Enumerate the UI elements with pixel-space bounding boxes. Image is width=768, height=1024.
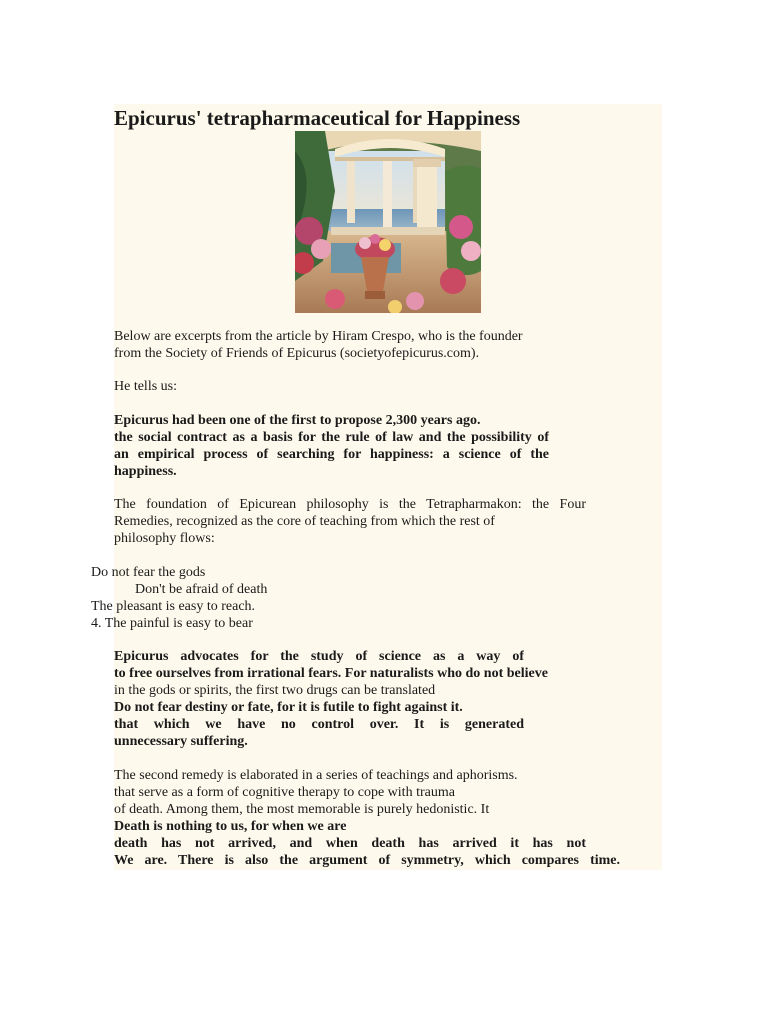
second-line-3: of death. Among them, the most memorable is purely hedonistic. It (114, 802, 490, 817)
bold-block-1-line-1: Epicurus had been one of the first to propose 2,300 years ago. (114, 413, 481, 428)
remedy-4: 4. The painful is easy to bear (91, 616, 253, 631)
second-line-2: that serve as a form of cognitive therapy to cope with trauma (114, 785, 455, 800)
foundation-line-3: philosophy flows: (114, 531, 215, 546)
second-line-5: death has not arrived, and when death has arrived it has not (114, 836, 586, 851)
science-line-2: to free ourselves from irrational fears. For naturalists who do not believe (114, 666, 548, 681)
remedy-1: Do not fear the gods (91, 565, 206, 580)
science-line-3: in the gods or spirits, the first two drugs can be translated (114, 683, 436, 698)
second-line-6: We are. There is also the argument of symmetry, which compares time. (114, 853, 620, 868)
bold-block-1-line-4: happiness. (114, 464, 177, 479)
remedy-3: The pleasant is easy to reach. (91, 599, 256, 614)
second-line-4: Death is nothing to us, for when we are (114, 819, 347, 834)
science-line-1: Epicurus advocates for the study of science as a way of (114, 649, 524, 664)
bold-block-1-line-3: an empirical process of searching for happiness: a science of the (114, 447, 549, 462)
article-title: Epicurus' tetrapharmaceutical for Happiness (114, 106, 521, 130)
foundation-line-2: Remedies, recognized as the core of teaching from which the rest of (114, 514, 495, 529)
he-tells-us: He tells us: (114, 379, 177, 394)
intro-line-1: Below are excerpts from the article by Hiram Crespo, who is the founder (114, 329, 523, 344)
second-line-1: The second remedy is elaborated in a series of teachings and aphorisms. (114, 768, 518, 783)
science-line-4: Do not fear destiny or fate, for it is futile to fight against it. (114, 700, 463, 715)
garden-painting-image (295, 131, 481, 313)
science-line-6: unnecessary suffering. (114, 734, 248, 749)
science-line-5: that which we have no control over. It is generated (114, 717, 524, 732)
bold-block-1-line-2: the social contract as a basis for the rule of law and the possibility of (114, 430, 549, 445)
intro-line-2: from the Society of Friends of Epicurus (societyofepicurus.com). (114, 346, 480, 361)
remedy-2: Don't be afraid of death (135, 582, 268, 597)
foundation-line-1: The foundation of Epicurean philosophy is the Tetrapharmakon: the Four (114, 497, 586, 512)
